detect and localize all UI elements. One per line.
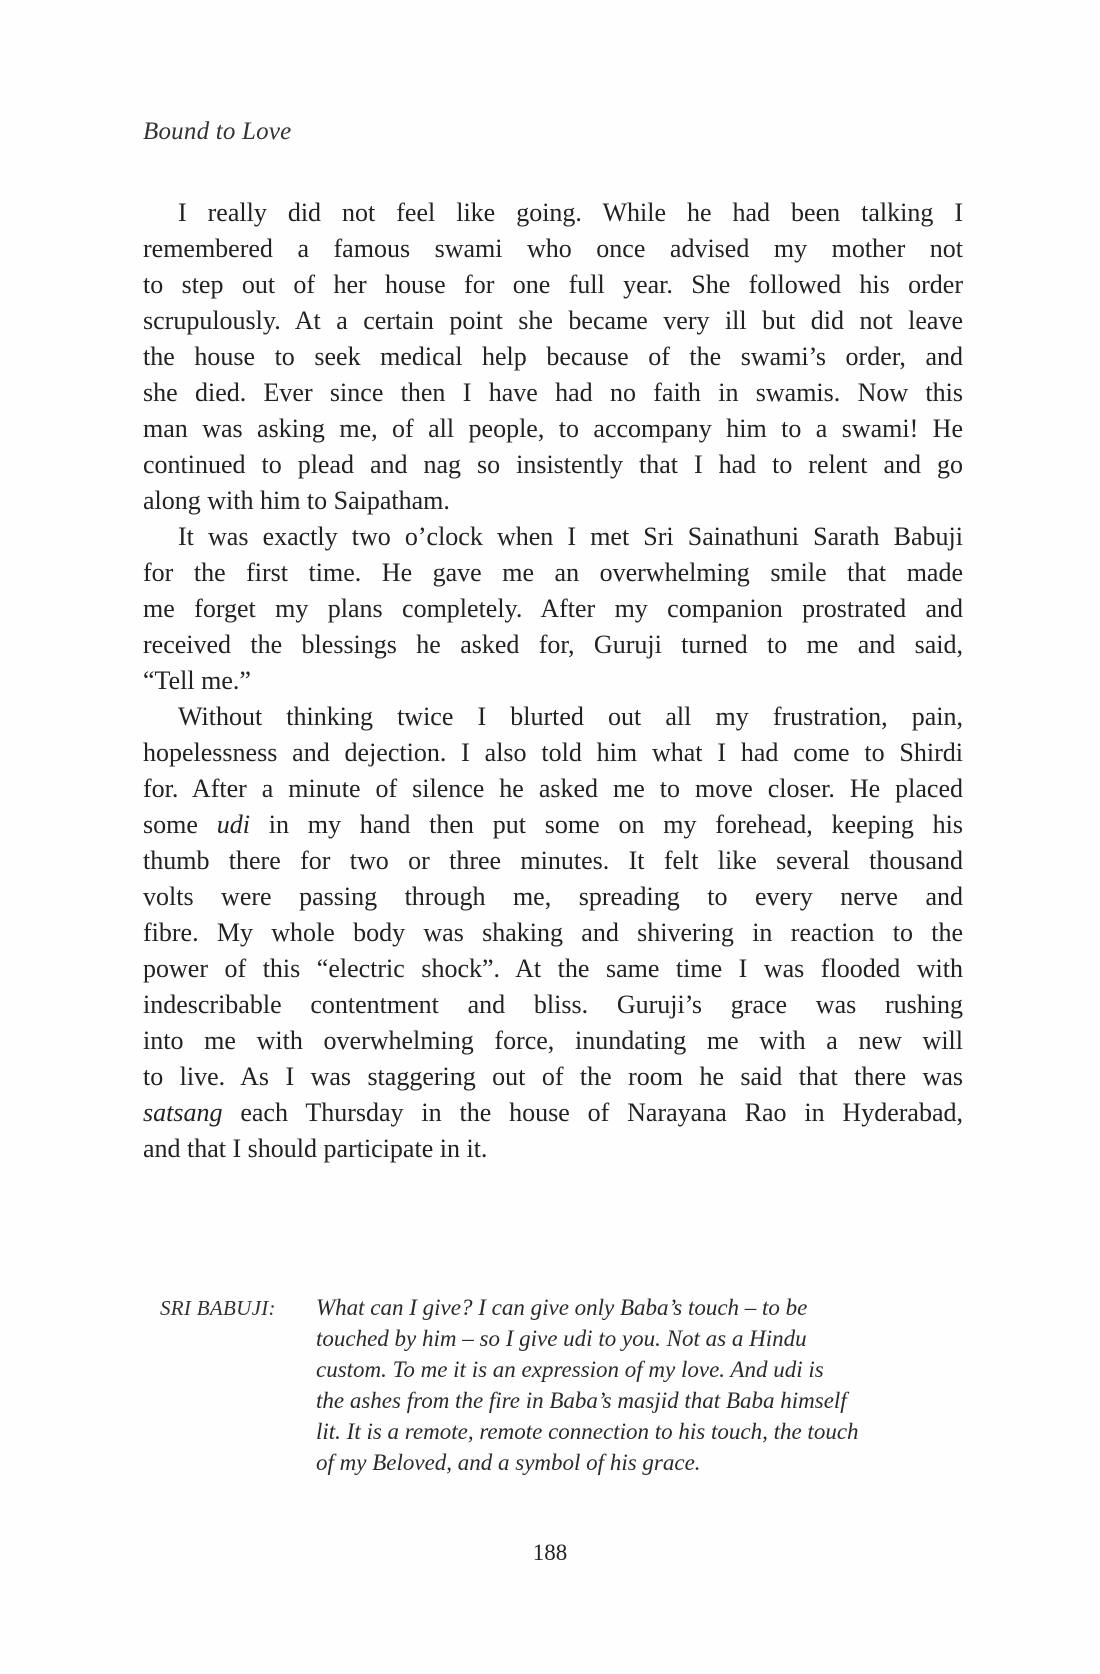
text-line: remembered a famous swami who once advised my mother not [143,234,963,263]
quote-line: lit. It is a remote, remote connection to his touch, the touch [316,1419,859,1444]
text-run: each Thursday in the house of Narayana Rao in Hyderabad, [222,1098,963,1127]
quote-speaker: SRI BABUJI: [160,1296,276,1320]
quote-line: touched by him – so I give udi to you. Not as a Hindu [316,1326,807,1351]
text-line: along with him to Saipatham. [143,486,450,515]
text-run: some [143,810,217,839]
text-line: for the first time. He gave me an overwhelming smile that made [143,558,963,587]
text-line: thumb there for two or three minutes. It felt like several thousand [143,846,963,875]
text-line: volts were passing through me, spreading to every nerve and [143,882,963,911]
quote-line: of my Beloved, and a symbol of his grace. [316,1450,701,1475]
text-run: in my hand then put some on my forehead, keeping his [249,810,963,839]
text-line: and that I should participate in it. [143,1134,488,1163]
text-line: I really did not feel like going. While he had been talking I [178,198,963,227]
text-line: indescribable contentment and bliss. Guruji’s grace was rushing [143,990,963,1019]
text-line: into me with overwhelming force, inundating me with a new will [143,1026,963,1055]
quote-line: What can I give? I can give only Baba’s touch – to be [316,1295,808,1320]
text-line: to live. As I was staggering out of the room he said that there was [143,1062,963,1091]
text-line: It was exactly two o’clock when I met Sri Sainathuni Sarath Babuji [178,522,963,551]
text-line: power of this “electric shock”. At the same time I was flooded with [143,954,963,983]
text-line: scrupulously. At a certain point she became very ill but did not leave [143,306,963,335]
text-line: to step out of her house for one full year. She followed his order [143,270,963,299]
text-line: hopelessness and dejection. I also told him what I had come to Shirdi [143,738,963,767]
page-number: 188 [532,1540,568,1565]
text-line [143,1097,963,1129]
text-line: the house to seek medical help because of the swami’s order, and [143,342,963,371]
text-line: fibre. My whole body was shaking and shivering in reaction to the [143,918,963,947]
text-line: she died. Ever since then I have had no faith in swamis. Now this [143,378,963,407]
text-line: received the blessings he asked for, Guruji turned to me and said, [143,630,963,659]
quote-line: custom. To me it is an expression of my love. And udi is [316,1357,824,1382]
text-line: “Tell me.” [143,666,251,695]
text-line: man was asking me, of all people, to accompany him to a swami! He [143,414,963,443]
italic-term-satsang: satsang [143,1098,223,1127]
text-line [143,809,963,841]
italic-term-udi: udi [216,810,250,839]
quote-line: the ashes from the fire in Baba’s masjid that Baba himself [316,1388,847,1413]
text-line: for. After a minute of silence he asked me to move closer. He placed [143,774,963,803]
running-head: Bound to Love [143,118,292,145]
text-line: Without thinking twice I blurted out all my frustration, pain, [178,702,963,731]
text-line: me forget my plans completely. After my companion prostrated and [143,594,963,623]
text-line: continued to plead and nag so insistently that I had to relent and go [143,450,963,479]
